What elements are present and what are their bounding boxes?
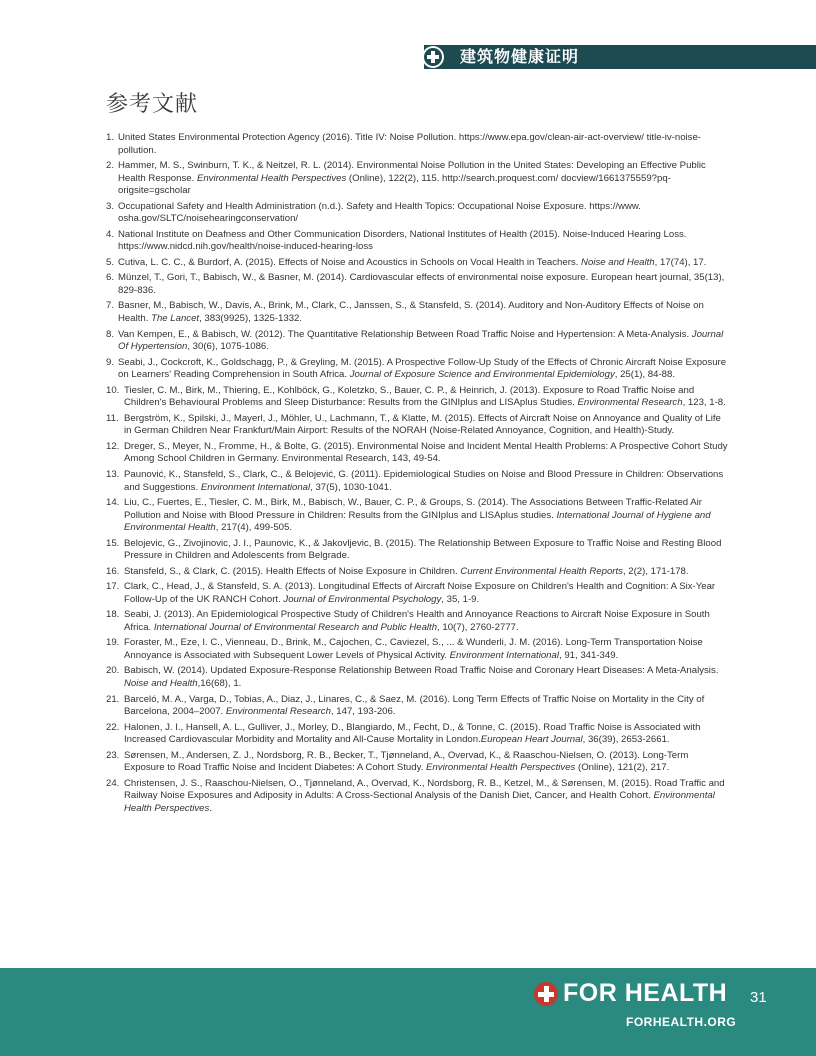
reference-text: Hammer, M. S., Swinburn, T. K., & Neitzel, R. L. (2014). Environmental Noise Pollution in the United States: Developing an Effective Public Health Response. Environmental Health Perspectives (Online), 122(2), 115. http://search.proquest.com/ docview/1661375559?pq-origsite=gscholar (118, 160, 706, 197)
reference-number: 9. (106, 356, 115, 368)
reference-text: Sørensen, M., Andersen, Z. J., Nordsborg, R. B., Becker, T., Tjønneland, A., Overvad, K., & Raaschou-Nielsen, O. (2013). Long-Term Exposure to Road Traffic Noise and Incident Diabetes: A Cohort Study. Environmental Health Perspectives (Online), 121(2), 217. (124, 749, 689, 774)
reference-number: 10. (106, 384, 120, 396)
reference-text: Tiesler, C. M., Birk, M., Thiering, E., Kohlböck, G., Koletzko, S., Bauer, C. P., & Heinrich, J. (2013). Exposure to Road Traffic Noise and Children's Behavioural Problems and Sleep Disturbance: Results from the GINIplus and LISAplus Studies. Environmental Research, 123, 1-8. (124, 384, 726, 409)
reference-source: Environmental Research (577, 397, 683, 409)
reference-text: Occupational Safety and Health Administration (n.d.). Safety and Health Topics: Occupational Noise Exposure. https://www. osha.gov/SLTC/noisehearingconservation/ (118, 200, 641, 225)
reference-text: Foraster, M., Eze, I. C., Vienneau, D., Brink, M., Cajochen, C., Caviezel, S., ... & Wunderli, J. M. (2016). Long-Term Transportation Noise Annoyance is Associated with Subsequent Lower Levels of Physical Activity. Environment International, 91, 341-349. (124, 637, 703, 661)
reference-text: Liu, C., Fuertes, E., Tiesler, C. M., Birk, M., Babisch, W., Bauer, C. P., & Groups, S. (2014). The Associations Between Traffic-Related Air Pollution and Noise with Blood Pressure in Children: Results from the GINIplus and LISAplus studies. International Journal of Hygiene and Environmental Health, 217(4), 499-505. (124, 497, 711, 534)
reference-number: 21. (106, 693, 120, 705)
reference-item (106, 132, 730, 157)
reference-source: Journal Of Hypertension (118, 328, 724, 353)
reference-source: Journal of Exposure Science and Environmental Epidemiology (349, 369, 615, 381)
reference-number: 12. (106, 440, 120, 452)
page-number: 31 (750, 989, 767, 1006)
reference-item (106, 665, 730, 690)
reference-item (106, 497, 730, 535)
reference-number: 6. (106, 272, 115, 284)
reference-text: Dreger, S., Meyer, N., Fromme, H., & Bolte, G. (2015). Environmental Noise and Incident Mental Health Problems: A Prospective Cohort Study Among School Children in Germany. Environmental Research, 143, 49-54. (124, 440, 728, 465)
reference-number: 16. (106, 565, 120, 577)
reference-item (106, 581, 730, 606)
reference-item (106, 300, 730, 325)
reference-item (106, 750, 730, 775)
header-cross-icon-bar-v (431, 51, 435, 63)
reference-source: Current Environmental Health Reports (460, 565, 623, 577)
footer-url[interactable]: FORHEALTH.ORG (626, 1015, 737, 1029)
reference-text: Babisch, W. (2014). Updated Exposure-Response Relationship Between Road Traffic Noise and Coronary Heart Diseases: A Meta-Analysis. Noise and Health,16(68), 1. (124, 665, 719, 690)
reference-text: Basner, M., Babisch, W., Davis, A., Brink, M., Clark, C., Janssen, S., & Stansfeld, S. (2014). Auditory and Non-Auditory Effects of Noise on Health. The Lancet, 383(9925), 1325-1332. (118, 300, 704, 325)
reference-source: The Lancet (151, 313, 200, 325)
reference-text: Cutiva, L. C. C., & Burdorf, A. (2015). Effects of Noise and Acoustics in Schools on Vocal Health in Teachers. Noise and Health, 17(74), 17. (118, 256, 707, 268)
reference-number: 17. (106, 581, 120, 593)
reference-item (106, 538, 730, 563)
reference-number: 2. (106, 160, 115, 172)
reference-source: Environmental Health Perspectives (124, 790, 715, 814)
reference-text: Seabi, J., Cockcroft, K., Goldschagg, P., & Greyling, M. (2015). A Prospective Follow-Up Study of the Effects of Chronic Aircraft Noise Exposure on Learners' Reading Comprehension in South Africa. Journal of Exposure Science and Environmental Epidemiology, 25(1), 84-88. (118, 356, 727, 381)
footer-brand: FOR HEALTH (563, 979, 728, 1007)
reference-item (106, 257, 730, 270)
reference-number: 5. (106, 256, 115, 268)
reference-number: 18. (106, 609, 120, 621)
reference-item (106, 609, 730, 634)
reference-item (106, 722, 730, 747)
reference-number: 15. (106, 537, 120, 549)
reference-item (106, 329, 730, 354)
reference-number: 13. (106, 468, 120, 480)
page-title: 参考文献 (106, 92, 199, 117)
reference-item (106, 357, 730, 382)
reference-source: Journal of Environmental Psychology (283, 593, 442, 605)
reference-number: 8. (106, 328, 115, 340)
reference-number: 14. (106, 497, 120, 509)
reference-text: Seabi, J. (2013). An Epidemiological Prospective Study of Children's Health and Annoyance Reactions to Aircraft Noise Exposure in South Africa. International Journal of Environmental Research and Public Health, 10(7), 2760-2777. (124, 609, 710, 633)
reference-text: Belojevic, G., Zivojinovic, J. I., Paunovic, K., & Jakovljevic, B. (2015). The Relationship Between Exposure to Traffic Noise and Resting Blood Pressure in Children and Adolescents from Belgrade. (124, 537, 722, 562)
reference-number: 22. (106, 721, 120, 733)
reference-source: Environmental Health Perspectives (196, 172, 347, 184)
reference-text: Clark, C., Head, J., & Stansfeld, S. A. (2013). Longitudinal Effects of Aircraft Noise Exposure on Children's Health and Cognition: A Six-Year Follow-Up of the UK RANCH Cohort. Journal of Environmental Psychology, 35, 1-9. (124, 581, 716, 605)
reference-item (106, 272, 730, 297)
reference-number: 20. (106, 665, 120, 677)
reference-source: International Journal of Hygiene and Environmental Health (124, 509, 711, 534)
reference-source: Environmental Research (225, 706, 331, 718)
reference-list (106, 132, 730, 818)
reference-source: Environment International (449, 650, 559, 661)
reference-item (106, 229, 730, 254)
reference-source: Noise and Health (124, 678, 198, 690)
reference-source: Environment International (200, 481, 311, 493)
header-title: 建筑物健康证明 (460, 47, 580, 66)
reference-text: Van Kempen, E., & Babisch, W. (2012). The Quantitative Relationship Between Road Traffic Noise and Hypertension: A Meta-Analysis. Journal Of Hypertension, 30(6), 1075-1086. (118, 328, 724, 353)
reference-number: 24. (106, 777, 120, 789)
reference-number: 11. (106, 412, 119, 424)
reference-item (106, 441, 730, 466)
reference-text: Christensen, J. S., Raaschou-Nielsen, O., Tjønneland, A., Overvad, K., Nordsborg, R. B., Ketzel, M., & Sørensen, M. (2015). Road Traffic and Railway Noise Exposures and Adiposity in Adults: A Cross-Sectional Analysis of the Danish Diet, Cancer, and Health Cohort. Environmental Health Perspectives. (124, 777, 725, 814)
reference-source: International Journal of Environmental Research and Public Health (153, 621, 438, 633)
reference-item (106, 566, 730, 579)
reference-number: 3. (106, 200, 115, 212)
reference-number: 23. (106, 749, 120, 761)
reference-text: Stansfeld, S., & Clark, C. (2015). Health Effects of Noise Exposure in Children. Current Environmental Health Reports, 2(2), 171-178. (124, 565, 689, 577)
reference-item (106, 778, 730, 816)
reference-number: 7. (106, 300, 115, 312)
reference-text: Paunović, K., Stansfeld, S., Clark, C., & Belojević, G. (2011). Epidemiological Studies on Noise and Blood Pressure in Children: Observations and Suggestions. Environment International, 37(5), 1030-1041. (124, 468, 724, 493)
reference-source: Noise and Health (581, 256, 655, 268)
reference-text: Barceló, M. A., Varga, D., Tobias, A., Diaz, J., Linares, C., & Saez, M. (2016). Long Term Effects of Traffic Noise on Mortality in the City of Barcelona, 2004–2007. Environmental Research, 147, 193-206. (124, 693, 705, 718)
reference-item (106, 413, 730, 438)
reference-number: 4. (106, 228, 115, 240)
reference-text: National Institute on Deafness and Other Communication Disorders, National Institutes of Health (2015). Noise-Induced Hearing Loss. https://www.nidcd.nih.gov/health/noise-induced-hearing-loss (118, 228, 687, 253)
reference-item (106, 201, 730, 226)
reference-item (106, 469, 730, 494)
medical-cross-icon-bar-v (544, 986, 549, 1002)
reference-item (106, 694, 730, 719)
reference-text: Halonen, J. I., Hansell, A. L., Gulliver, J., Morley, D., Blangiardo, M., Fecht, D., & Tonne, C. (2015). Road Traffic Noise is Associated with Increased Cardiovascular Morbidity and Mortality and All-Cause Mortality in London.European Heart Journal, 36(39), 2653-2661. (124, 721, 701, 746)
reference-item (106, 637, 730, 662)
reference-source: European Heart Journal (480, 734, 583, 746)
reference-text: United States Environmental Protection Agency (2016). Title IV: Noise Pollution. https://www.epa.gov/clean-air-act-overview/ title-iv-noise-pollution. (118, 132, 701, 156)
reference-number: 19. (106, 637, 120, 649)
reference-item (106, 385, 730, 410)
reference-source: Environmental Health Perspectives (426, 762, 576, 774)
reference-number: 1. (106, 132, 115, 143)
reference-text: Bergström, K., Spilski, J., Mayerl, J., Möhler, U., Lachmann, T., & Klatte, M. (2015). Effects of Aircraft Noise on Annoyance and Quality of Life in German Children Near Frankfurt/Main Airport: Results of the NORAH (Noise-Related Annoyance, Cognition, and Health)-Study. (124, 412, 721, 437)
reference-item (106, 160, 730, 198)
reference-text: Münzel, T., Gori, T., Babisch, W., & Basner, M. (2014). Cardiovascular effects of environmental noise exposure. European heart journal, 35(13), 829-836. (118, 272, 725, 296)
